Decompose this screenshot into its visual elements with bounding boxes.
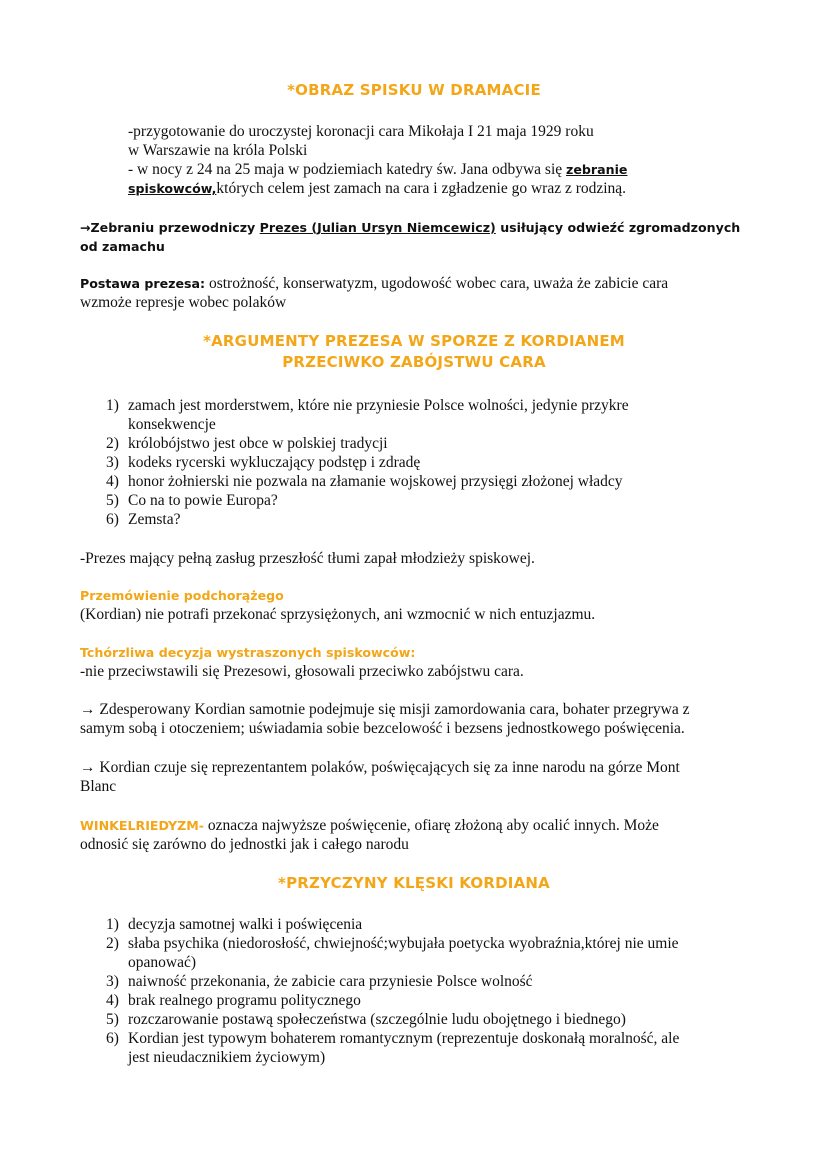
section-heading-obraz-spisku: *OBRAZ SPISKU W DRAMACIE — [287, 81, 541, 99]
text-line: -Prezes mający pełną zasług przeszłość tłumi zapał młodzieży spiskowej. — [80, 550, 535, 567]
przemowienie-label: Przemówienie podchorążego — [80, 588, 284, 603]
text-line: -przygotowanie do uroczystej koronacji cara Mikołaja I 21 maja 1929 roku — [128, 123, 594, 140]
winkelriedyzm-label: WINKELRIEDYZM- — [80, 818, 205, 833]
list-number: 3) — [106, 454, 119, 471]
text-line: opanować) — [128, 954, 196, 971]
text-line: wzmoże represje wobec polaków — [80, 294, 287, 311]
list-item — [80, 991, 740, 1010]
text-fragment: - w nocy z 24 na 25 maja w podziemiach katedry św. Jana odbywa się — [128, 161, 567, 178]
text-fragment: →Zebraniu przewodniczy — [80, 220, 260, 235]
kordian-mont-blanc — [80, 758, 760, 796]
postawa-label: Postawa prezesa: — [80, 276, 206, 291]
text-line: konsekwencje — [128, 416, 216, 433]
section-heading-argumenty — [0, 331, 828, 373]
text-line: słaba psychika (niedorosłość, chwiejność;wybujała poetycka wyobraźnia,której nie umie — [128, 935, 679, 952]
text-line: w Warszawie na króla Polski — [128, 142, 308, 159]
text-line: Zemsta? — [128, 511, 181, 528]
list-number: 5) — [106, 492, 119, 509]
text-fragment: których celem jest zamach na cara i zgładzenie go wraz z rodziną. — [216, 180, 627, 197]
spisek-description — [128, 122, 748, 198]
text-line — [128, 179, 748, 198]
kordian-desperation — [80, 700, 760, 738]
list-item — [80, 1010, 740, 1029]
text-fragment: oznacza najwyższe poświęcenie, ofiarę złożoną aby ocalić innych. Może — [204, 817, 659, 834]
highlight-zebranie: zebranie — [566, 162, 628, 177]
text-line: samym sobą i otoczeniem; uświadamia sobie bezcelowość i bezsens jednostkowego poświęcenia. — [80, 720, 685, 737]
text-line: brak realnego programu politycznego — [128, 992, 361, 1009]
list-number: 1) — [106, 916, 119, 933]
text-line: jest nieudacznikiem życiowym) — [128, 1049, 326, 1066]
text-line: → Kordian czuje się reprezentantem polaków, poświęcających się za inne narodu na górze Mont — [80, 759, 680, 776]
heading-line: PRZECIWKO ZABÓJSTWU CARA — [282, 353, 546, 371]
section-heading-przyczyny: *PRZYCZYNY KLĘSKI KORDIANA — [278, 874, 550, 892]
list-number: 2) — [106, 935, 119, 952]
prezes-note — [80, 218, 760, 256]
list-item — [80, 510, 740, 529]
text-line: -nie przeciwstawili się Prezesowi, głosowali przeciwko zabójstwu cara. — [80, 663, 524, 680]
text-line: rozczarowanie postawą społeczeństwa (szczególnie ludu obojętnego i biednego) — [128, 1011, 626, 1028]
postawa-prezesa — [80, 274, 760, 312]
list-item — [80, 453, 740, 472]
list-item — [80, 915, 740, 934]
list-number: 6) — [106, 1030, 119, 1047]
list-item — [80, 934, 740, 972]
text-line: od zamachu — [80, 239, 165, 254]
decyzja — [80, 643, 760, 681]
list-item — [80, 1029, 740, 1067]
text-line — [80, 218, 760, 237]
list-number: 2) — [106, 435, 119, 452]
text-line: Kordian jest typowym bohaterem romantycznym (reprezentuje doskonałą moralność, ale — [128, 1030, 680, 1047]
list-number: 3) — [106, 973, 119, 990]
text-line — [128, 160, 748, 179]
heading-line: *ARGUMENTY PREZESA W SPORZE Z KORDIANEM — [203, 332, 625, 350]
list-number: 6) — [106, 511, 119, 528]
text-line: królobójstwo jest obce w polskiej tradycji — [128, 435, 388, 452]
winkelriedyzm — [80, 816, 760, 854]
list-item — [80, 491, 740, 510]
list-number: 4) — [106, 473, 119, 490]
text-line — [80, 816, 760, 835]
przemowienie — [80, 586, 760, 624]
highlight-spiskowcow: spiskowców, — [128, 181, 217, 196]
text-fragment: ostrożność, konserwatyzm, ugodowość wobec cara, uważa że zabicie cara — [205, 275, 669, 292]
list-item — [80, 972, 740, 991]
prezes-name: Prezes (Julian Ursyn Niemcewicz) — [259, 220, 496, 235]
text-line: Co na to powie Europa? — [128, 492, 278, 509]
text-line: naiwność przekonania, że zabicie cara przyniesie Polsce wolność — [128, 973, 533, 990]
list-number: 1) — [106, 397, 119, 414]
text-line: odnosić się zarówno do jednostki jak i całego narodu — [80, 836, 409, 853]
text-line: kodeks rycerski wykluczający podstęp i zdradę — [128, 454, 421, 471]
text-line: Blanc — [80, 778, 117, 795]
text-line: decyzja samotnej walki i poświęcenia — [128, 916, 363, 933]
prezes-summary — [80, 549, 760, 568]
decyzja-label: Tchórzliwa decyzja wystraszonych spiskowców: — [80, 645, 416, 660]
text-fragment: usiłujący odwieźć zgromadzonych — [495, 220, 741, 235]
przyczyny-list — [80, 915, 740, 1067]
list-item — [80, 472, 740, 491]
list-number: 5) — [106, 1011, 119, 1028]
text-line — [80, 274, 760, 293]
argumenty-list — [80, 396, 740, 529]
text-line: zamach jest morderstwem, które nie przyniesie Polsce wolności, jedynie przykre — [128, 397, 629, 414]
list-number: 4) — [106, 992, 119, 1009]
text-line: (Kordian) nie potrafi przekonać sprzysiężonych, ani wzmocnić w nich entuzjazmu. — [80, 606, 596, 623]
text-line: honor żołnierski nie pozwala na złamanie wojskowej przysięgi złożonej władcy — [128, 473, 623, 490]
text-line: → Zdesperowany Kordian samotnie podejmuje się misji zamordowania cara, bohater przegrywa z — [80, 701, 690, 718]
list-item — [80, 434, 740, 453]
list-item — [80, 396, 740, 434]
